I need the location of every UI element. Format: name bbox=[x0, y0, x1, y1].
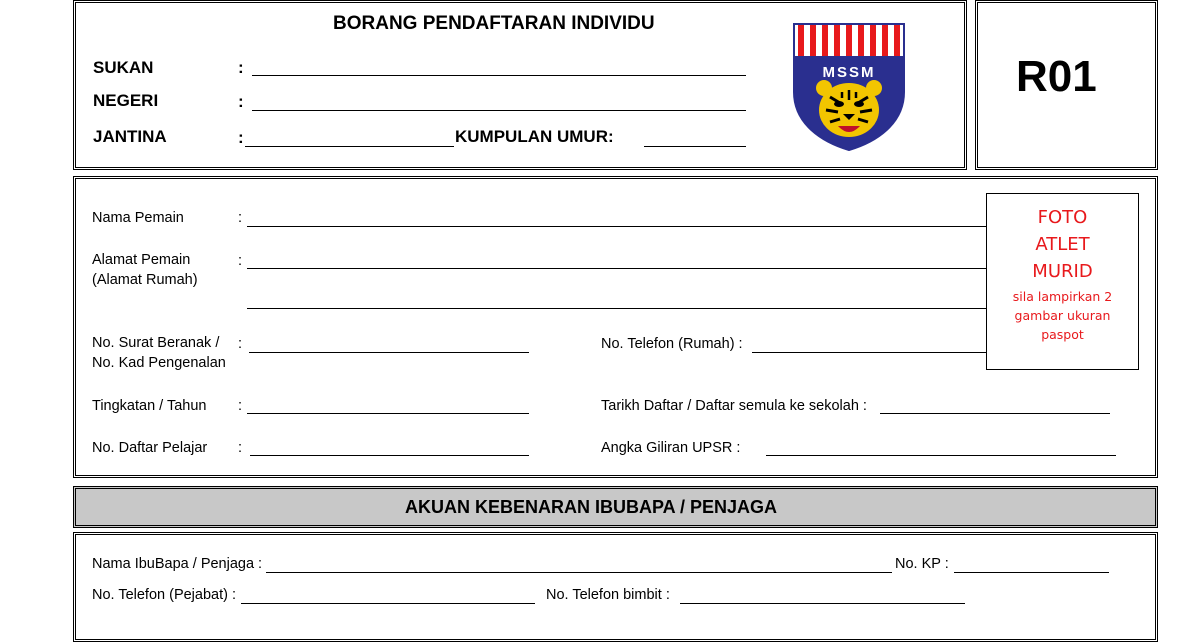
negeri-field[interactable] bbox=[252, 110, 746, 111]
alamat-field-line2[interactable] bbox=[247, 308, 987, 309]
logo-text: MSSM bbox=[822, 64, 876, 81]
nama-pemain-colon: : bbox=[238, 210, 243, 226]
photo-line1: FOTO bbox=[1037, 207, 1088, 228]
kumpulan-umur-field[interactable] bbox=[644, 146, 746, 147]
daftar-pelajar-label: No. Daftar Pelajar bbox=[92, 440, 208, 456]
form-code: R01 bbox=[1016, 52, 1097, 101]
mssm-shield-icon bbox=[790, 22, 908, 152]
nama-ibubapa-field[interactable] bbox=[266, 572, 892, 573]
alamat-colon: : bbox=[238, 253, 243, 269]
telefon-pejabat-field[interactable] bbox=[241, 603, 535, 604]
alamat-field-line1[interactable] bbox=[247, 268, 987, 269]
sukan-label: SUKAN bbox=[93, 58, 154, 77]
negeri-colon: : bbox=[238, 92, 244, 111]
kad-pengenalan-label: No. Kad Pengenalan bbox=[92, 355, 226, 371]
telefon-rumah-label: No. Telefon (Rumah) : bbox=[601, 336, 743, 352]
sukan-colon: : bbox=[238, 58, 244, 77]
jantina-label: JANTINA bbox=[93, 127, 167, 146]
tarikh-daftar-label: Tarikh Daftar / Daftar semula ke sekolah : bbox=[601, 398, 867, 414]
mssm-logo bbox=[790, 22, 908, 152]
jantina-colon: : bbox=[238, 128, 244, 147]
nama-pemain-field[interactable] bbox=[247, 226, 987, 227]
daftar-pelajar-field[interactable] bbox=[250, 455, 529, 456]
telefon-pejabat-label: No. Telefon (Pejabat) : bbox=[92, 587, 237, 603]
no-kp-label: No. KP : bbox=[895, 556, 949, 572]
photo-note3: paspot bbox=[1041, 327, 1084, 342]
surat-beranak-label: No. Surat Beranak / bbox=[92, 335, 220, 351]
jantina-field[interactable] bbox=[245, 146, 454, 147]
tingkatan-label: Tingkatan / Tahun bbox=[92, 398, 207, 414]
sukan-field[interactable] bbox=[252, 75, 746, 76]
angka-giliran-field[interactable] bbox=[766, 455, 1116, 456]
surat-beranak-field[interactable] bbox=[249, 352, 529, 353]
telefon-rumah-field[interactable] bbox=[752, 352, 987, 353]
telefon-bimbit-field[interactable] bbox=[680, 603, 965, 604]
surat-beranak-colon: : bbox=[238, 336, 243, 352]
form-title: BORANG PENDAFTARAN INDIVIDU bbox=[333, 13, 655, 34]
negeri-label: NEGERI bbox=[93, 91, 159, 110]
no-kp-field[interactable] bbox=[954, 572, 1109, 573]
photo-note1: sila lampirkan 2 bbox=[1012, 289, 1113, 304]
angka-giliran-label: Angka Giliran UPSR : bbox=[601, 440, 741, 456]
nama-ibubapa-label: Nama IbuBapa / Penjaga : bbox=[92, 556, 263, 572]
tarikh-daftar-field[interactable] bbox=[880, 413, 1110, 414]
daftar-pelajar-colon: : bbox=[238, 440, 243, 456]
alamat-rumah-label: (Alamat Rumah) bbox=[92, 272, 198, 288]
tingkatan-field[interactable] bbox=[247, 413, 529, 414]
photo-note2: gambar ukuran bbox=[1014, 308, 1111, 323]
photo-box[interactable] bbox=[986, 193, 1139, 370]
nama-pemain-label: Nama Pemain bbox=[92, 210, 184, 226]
consent-heading: AKUAN KEBENARAN IBUBAPA / PENJAGA bbox=[405, 497, 778, 517]
kumpulan-umur-label: KUMPULAN UMUR: bbox=[455, 127, 614, 146]
tingkatan-colon: : bbox=[238, 398, 243, 414]
alamat-pemain-label: Alamat Pemain bbox=[92, 252, 191, 268]
photo-line3: MURID bbox=[1032, 261, 1093, 282]
telefon-bimbit-label: No. Telefon bimbit : bbox=[546, 587, 670, 603]
photo-line2: ATLET bbox=[1035, 234, 1090, 255]
